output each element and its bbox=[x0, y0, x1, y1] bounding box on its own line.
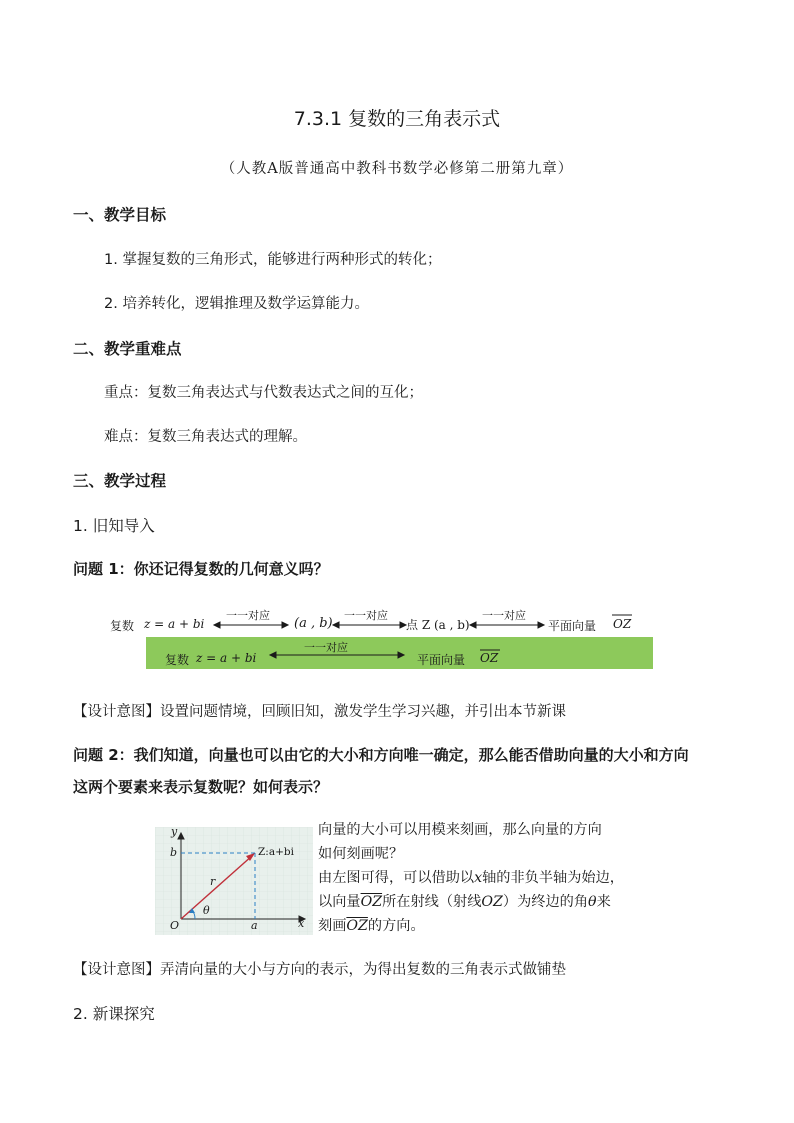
subsection-review: 1. 旧知导入 bbox=[73, 517, 155, 535]
objective-item-2: 2. 培养转化，逻辑推理及数学运算能力。 bbox=[104, 296, 369, 312]
explain-line-2: 如何刻画呢？ bbox=[318, 846, 404, 862]
fig-label-o: O bbox=[170, 919, 180, 932]
design-intent-text-2: 弄清向量的大小与方向的表示，为得出复数的三角表示式做铺垫 bbox=[160, 962, 566, 978]
subsection-new-lesson: 2. 新课探究 bbox=[73, 1005, 155, 1023]
fig-label-a: a bbox=[251, 919, 258, 932]
explain-line-4a: 以向量 bbox=[318, 894, 361, 910]
fig-label-z: Z:a+bi bbox=[258, 846, 294, 858]
page-title: 7.3.1 复数的三角表示式 bbox=[293, 108, 501, 130]
section-heading-process: 三、教学过程 bbox=[73, 472, 167, 490]
label-ab: (a , b) bbox=[294, 616, 333, 631]
question-2-line-2: 这两个要素来表示复数呢？如何表示？ bbox=[73, 778, 329, 796]
fig-label-b: b bbox=[170, 846, 178, 859]
explain-line-4c: ）为终边的角 bbox=[502, 894, 589, 910]
design-intent-label-2: 【设计意图】 bbox=[73, 962, 160, 978]
fig-label-r: r bbox=[210, 875, 216, 888]
explain-line-5a: 刻画 bbox=[318, 918, 347, 934]
explain-oz-3: $\overline{OZ}$ bbox=[346, 918, 368, 934]
section-heading-key-points: 二、教学重难点 bbox=[73, 340, 182, 358]
label-corr-3: 一一对应 bbox=[482, 609, 526, 622]
design-intent-text: 设置问题情境，回顾旧知，激发学生学习兴趣，并引出本节新课 bbox=[160, 704, 566, 720]
design-intent-1 bbox=[73, 700, 566, 721]
correspondence-diagram bbox=[108, 604, 640, 670]
complex-plane-figure bbox=[155, 827, 313, 935]
objective-item-1: 1. 掌握复数的三角形式，能够进行两种形式的转化； bbox=[104, 252, 442, 268]
explain-line-4b: 所在射线（射线 bbox=[382, 894, 482, 910]
explain-oz-1: $\overline{OZ}$ bbox=[360, 894, 383, 910]
explain-line-5b: 的方向。 bbox=[367, 918, 425, 934]
label-corr-4: 一一对应 bbox=[304, 641, 348, 654]
question-2-line-1: 问题 2：我们知道，向量也可以由它的大小和方向唯一确定，那么能否借助向量的大小和方向 bbox=[73, 746, 689, 764]
label-oz: OZ bbox=[613, 617, 632, 631]
difficult-point: 难点：复数三角表达式的理解。 bbox=[104, 429, 307, 445]
explain-x: x bbox=[474, 870, 483, 886]
explain-line-3b: 轴的非负半轴为始边， bbox=[482, 870, 624, 886]
label-vec-2: 平面向量 bbox=[417, 653, 466, 667]
fig-label-x: x bbox=[298, 917, 305, 930]
label-corr-1: 一一对应 bbox=[226, 609, 270, 622]
label-point-z: 点 Z (a , b) bbox=[406, 618, 470, 632]
page-subtitle: （人教A版普通高中教科书数学必修第二册第九章） bbox=[220, 161, 574, 177]
explain-line-3a: 由左图可得，可以借助以 bbox=[318, 870, 475, 886]
explain-oz-2: OZ bbox=[481, 894, 503, 910]
explain-theta: θ bbox=[588, 894, 597, 910]
section-heading-objectives: 一、教学目标 bbox=[73, 206, 167, 224]
explain-line-5 bbox=[318, 915, 425, 935]
fig-label-theta: θ bbox=[203, 904, 210, 917]
design-intent-2 bbox=[73, 958, 566, 979]
key-point: 重点：复数三角表达式与代数表达式之间的互化； bbox=[104, 385, 423, 401]
explain-line-4d: 来 bbox=[596, 894, 611, 910]
label-z-eq: z = a + bi bbox=[144, 617, 205, 631]
label-fushu: 复数 bbox=[110, 619, 135, 633]
label-corr-2: 一一对应 bbox=[344, 609, 388, 622]
fig-label-y: y bbox=[171, 825, 178, 838]
explain-line-4 bbox=[318, 891, 611, 911]
explain-line-1: 向量的大小可以用模来刻画，那么向量的方向 bbox=[318, 822, 602, 838]
label-vec: 平面向量 bbox=[548, 619, 597, 633]
explain-line-3 bbox=[318, 867, 624, 887]
label-z-eq-2: z = a + bi bbox=[196, 651, 257, 665]
question-1: 问题 1：你还记得复数的几何意义吗？ bbox=[73, 560, 329, 578]
design-intent-label: 【设计意图】 bbox=[73, 704, 160, 720]
label-oz-2: OZ bbox=[480, 651, 499, 665]
label-fushu-2: 复数 bbox=[165, 653, 190, 667]
